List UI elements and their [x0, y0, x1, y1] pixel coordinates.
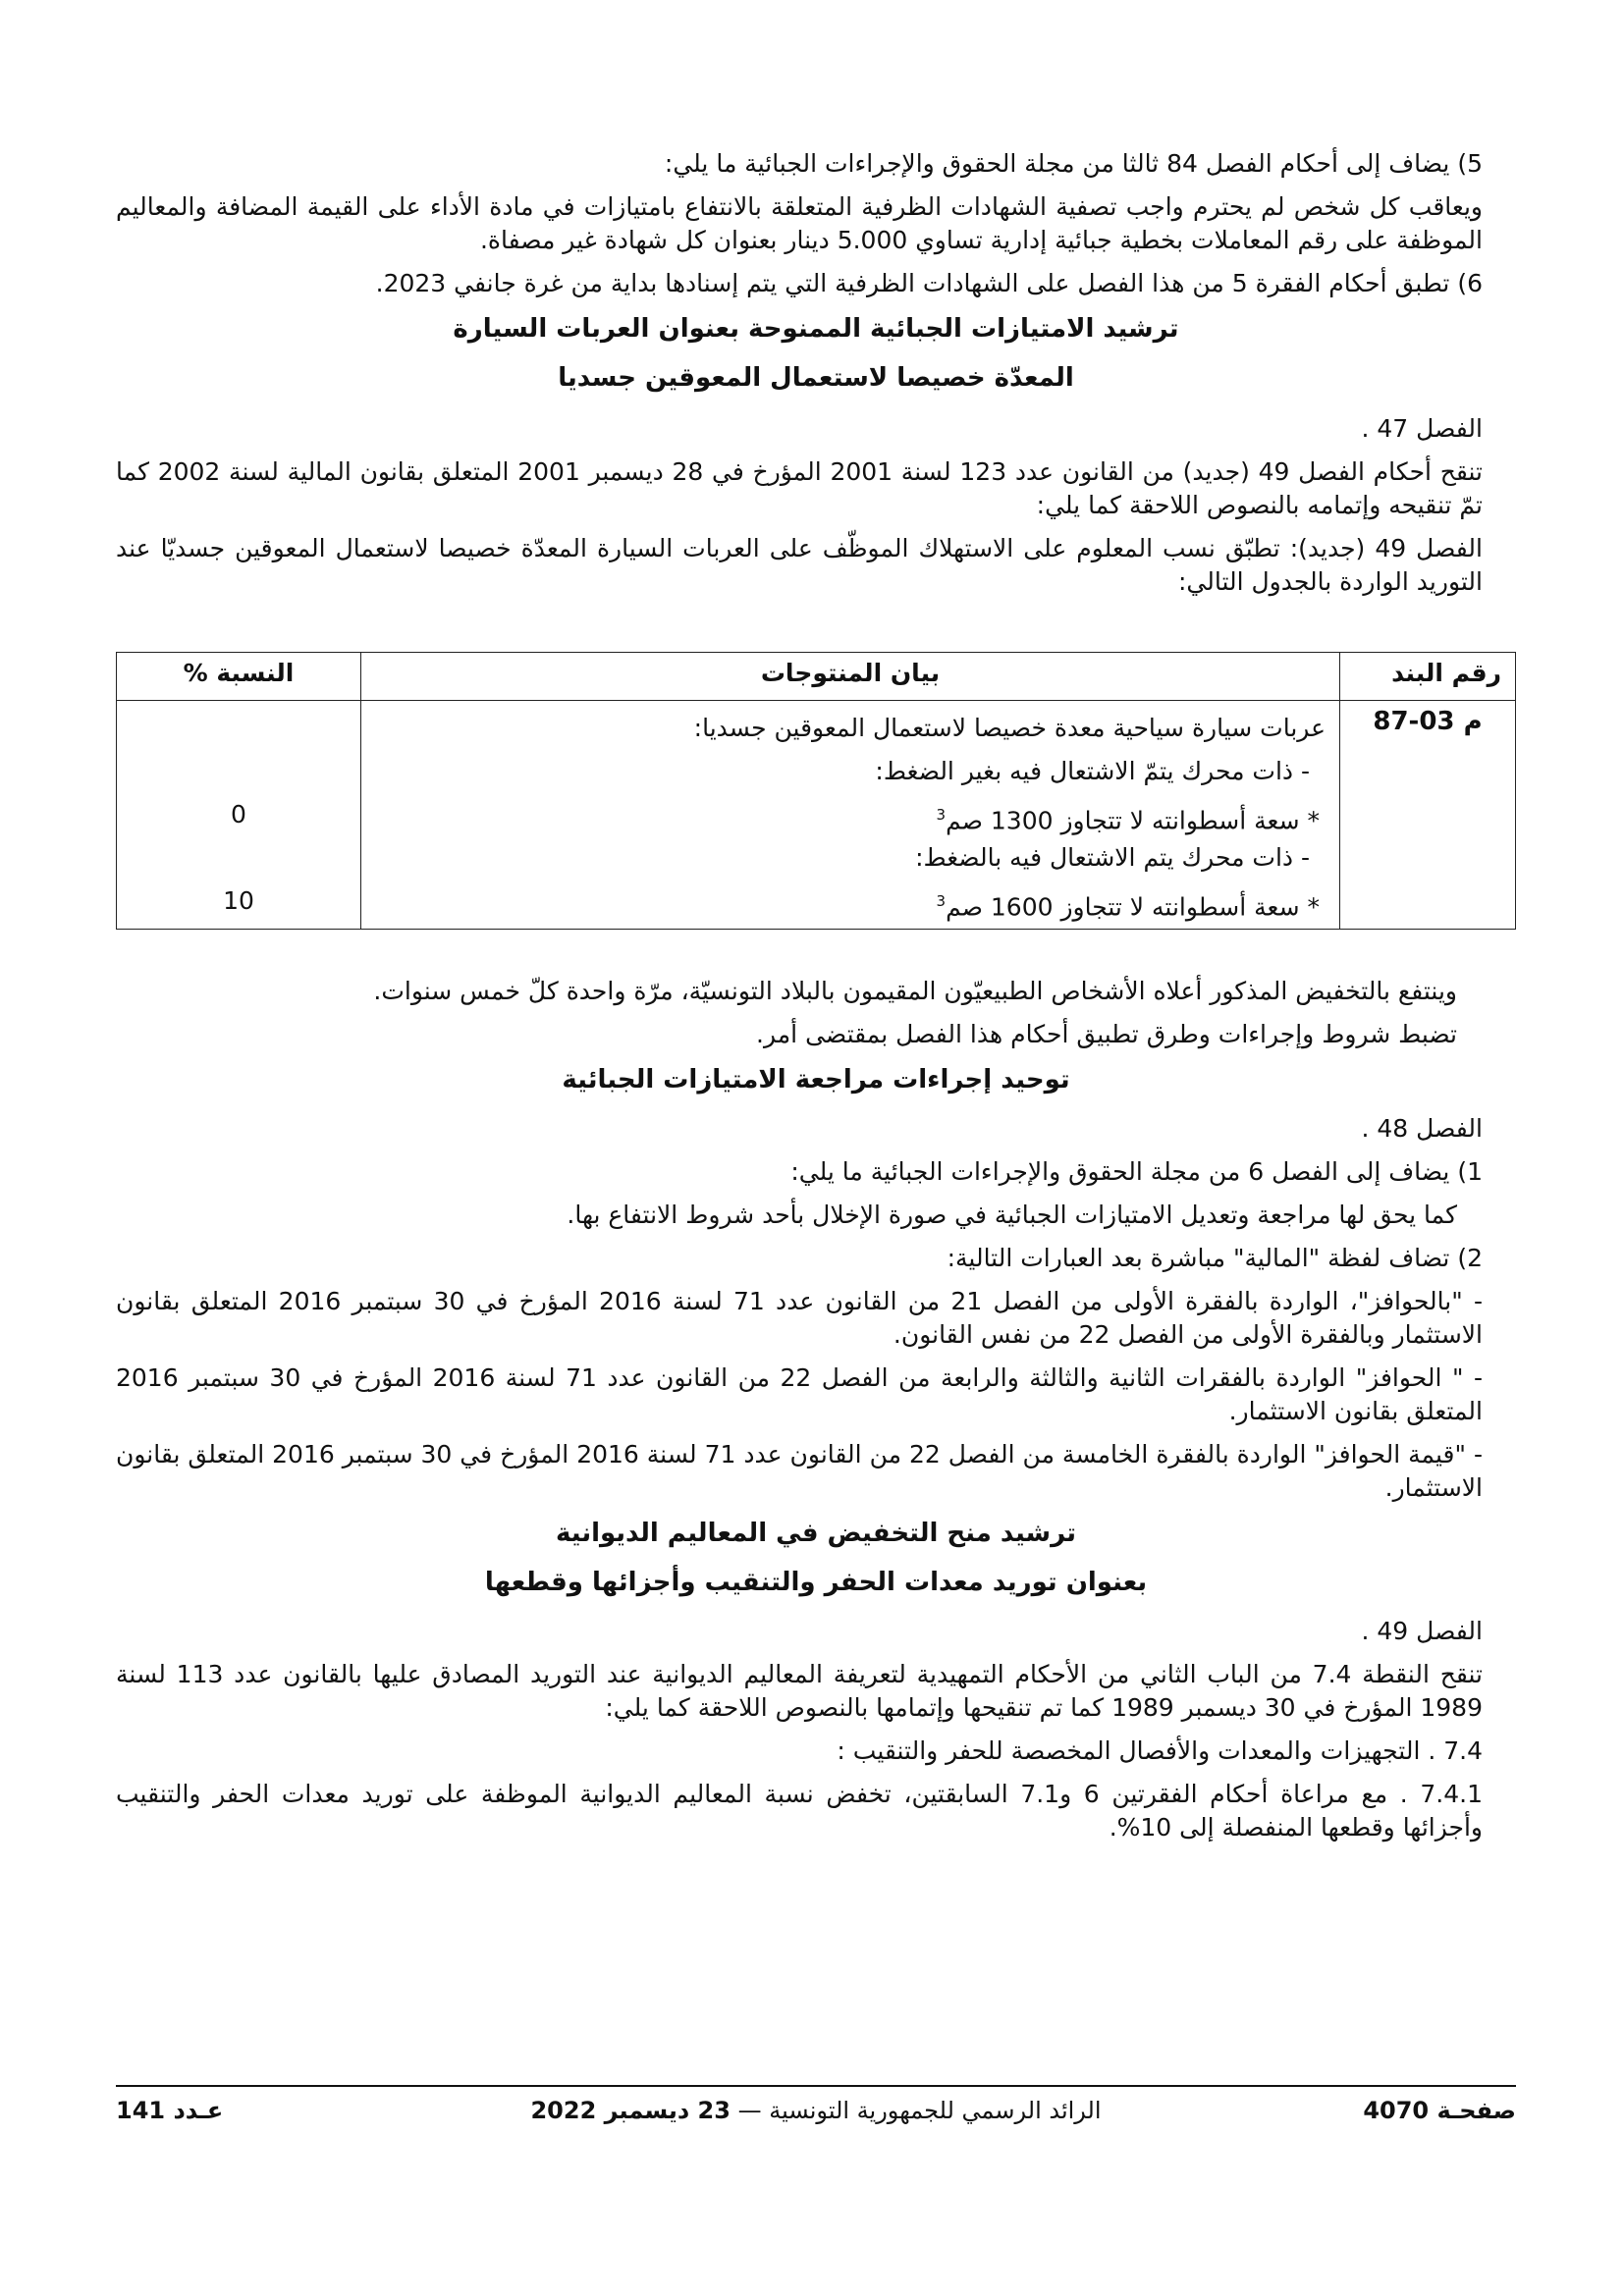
article-47-body: تنقح أحكام الفصل 49 (جديد) من القانون عدد 123 لسنة 2001 المؤرخ في 28 ديسمبر 2001 المتعلق بقانون المالية لسنة 2002 كما تمّ تنقيحه وإتمامه بالنصوص اللاحقة كما يلي: [116, 457, 1483, 519]
description-text: * سعة أسطوانته لا تتجاوز 1600 صم [946, 892, 1320, 922]
description-line: عربات سيارة سياحية معدة خصيصا لاستعمال المعوقين جسديا: [693, 714, 1326, 742]
section-heading-vehicles [116, 314, 1516, 393]
article-49-title: الفصل 49 . [1361, 1617, 1483, 1645]
rate-cell [117, 701, 361, 930]
tariff-code: م 03-87 [1340, 701, 1516, 930]
footer-divider [116, 2085, 1516, 2087]
journal-title [116, 2097, 1516, 2124]
description-line: - ذات محرك يتم الاشتعال فيه بالضغط: [915, 843, 1310, 872]
description-text: * سعة أسطوانته لا تتجاوز 1300 صم [946, 806, 1320, 835]
section-heading-customs [116, 1519, 1516, 1597]
article-47-title: الفصل 47 . [1361, 414, 1483, 443]
section-heading-line: المعدّة خصيصا لاستعمال المعوقين جسديا [558, 363, 1074, 393]
unit-superscript: 3 [936, 806, 947, 824]
beneficiaries-paragraph: وينتفع بالتخفيض المذكور أعلاه الأشخاص الطبيعيّون المقيمون بالبلاد التونسيّة، مرّة واحدة كلّ خمس سنوات. [373, 977, 1457, 1005]
clause-5-body: ويعاقب كل شخص لم يحترم واجب تصفية الشهادات الظرفية المتعلقة بالانتفاع بامتيازات في مادة الأداء على القيمة المضافة والمعاليم الموظفة على رقم المعاملات بخطية جبائية إدارية تساوي 5.000 دينار بعنوان كل شهادة غير مصفاة. [116, 192, 1483, 254]
point-7-4: 7.4 . التجهيزات والمعدات والأفصال المخصصة للحفر والتنقيب : [837, 1736, 1483, 1765]
page-footer [116, 2097, 1516, 2136]
journal-date: 23 ديسمبر 2022 [530, 2097, 731, 2124]
article-48-clause-1-body: كما يحق لها مراجعة وتعديل الامتيازات الجبائية في صورة الإخلال بأحد شروط الانتفاع بها. [567, 1201, 1457, 1229]
products-rate-table [116, 652, 1516, 930]
clause-6: 6) تطبق أحكام الفقرة 5 من هذا الفصل على الشهادات الظرفية التي يتم إسنادها بداية من غرة جانفي 2023. [375, 269, 1483, 297]
decree-paragraph: تضبط شروط وإجراءات وطرق تطبيق أحكام هذا الفصل بمقتضى أمر. [756, 1020, 1457, 1048]
article-48-item: - "بالحوافز"، الواردة بالفقرة الأولى من الفصل 21 من القانون عدد 71 لسنة 2016 المؤرخ في 30 سبتمبر 2016 المتعلق بقانون الاستثمار وبالفقرة الأولى من الفصل 22 من نفس القانون. [116, 1287, 1483, 1349]
article-49-new-body: الفصل 49 (جديد): تطبّق نسب المعلوم على الاستهلاك الموظّف على العربات السيارة المعدّة خصيصا لاستعمال المعوقين جسديّا عند التوريد الواردة بالجدول التالي: [116, 534, 1483, 596]
section-heading-review: توحيد إجراءات مراجعة الامتيازات الجبائية [562, 1065, 1070, 1095]
rate-value: 0 [231, 800, 246, 828]
description-line: - ذات محرك يتمّ الاشتعال فيه بغير الضغط: [875, 757, 1310, 785]
page-number: صفحـة 4070 [1363, 2097, 1516, 2124]
article-48-item: - " الحوافز" الواردة بالفقرات الثانية والثالثة والرابعة من الفصل 22 من القانون عدد 71 لسنة 2016 المؤرخ في 30 سبتمبر 2016 المتعلق بقانون الاستثمار. [116, 1363, 1483, 1425]
unit-superscript: 3 [936, 892, 947, 910]
article-49-body: تنقح النقطة 7.4 من الباب الثاني من الأحكام التمهيدية لتعريفة المعاليم الديوانية عند التوريد المصادق عليها بالقانون عدد 113 لسنة 1989 المؤرخ في 30 ديسمبر 1989 كما تم تنقيحها وإتمامها بالنصوص اللاحقة كما يلي: [116, 1660, 1483, 1722]
document-page [116, 147, 1516, 1854]
header-rate: النسبة % [117, 653, 361, 701]
issue-number: عـدد 141 [116, 2097, 224, 2124]
description-line-cc [375, 880, 1326, 923]
section-heading-line: ترشيد منح التخفيض في المعاليم الديوانية [555, 1519, 1077, 1548]
clause-5: 5) يضاف إلى أحكام الفصل 84 ثالثا من مجلة الحقوق والإجراءات الجبائية ما يلي: [664, 149, 1483, 178]
article-48-clause-2: 2) تضاف لفظة "المالية" مباشرة بعد العبارات التالية: [947, 1244, 1483, 1272]
rate-value: 10 [223, 886, 254, 915]
table-header-row [117, 653, 1516, 701]
section-heading-line: بعنوان توريد معدات الحفر والتنقيب وأجزائها وقطعها [484, 1568, 1148, 1597]
point-7-4-1: 7.4.1 . مع مراعاة أحكام الفقرتين 6 و7.1 السابقتين، تخفض نسبة المعاليم الديوانية الموظفة على توريد معدات الحفر والتنقيب وأجزائها وقطعها المنفصلة إلى 10%. [116, 1780, 1484, 1842]
section-heading-line: ترشيد الامتيازات الجبائية الممنوحة بعنوان العربات السيارة [453, 314, 1179, 344]
table-row [117, 701, 1516, 930]
article-48-clause-1: 1) يضاف إلى الفصل 6 من مجلة الحقوق والإجراءات الجبائية ما يلي: [790, 1157, 1483, 1186]
article-48-title: الفصل 48 . [1361, 1114, 1483, 1143]
header-code: رقم البند [1340, 653, 1516, 701]
article-48-item: - "قيمة الحوافز" الواردة بالفقرة الخامسة من الفصل 22 من القانون عدد 71 لسنة 2016 المؤرخ في 30 سبتمبر 2016 المتعلق بقانون الاستثمار. [116, 1440, 1483, 1502]
header-description: بيان المنتوجات [361, 653, 1340, 701]
journal-name: الرائد الرسمي للجمهورية التونسية — [737, 2097, 1102, 2124]
description-line-cc [375, 793, 1326, 836]
product-description [361, 701, 1340, 930]
